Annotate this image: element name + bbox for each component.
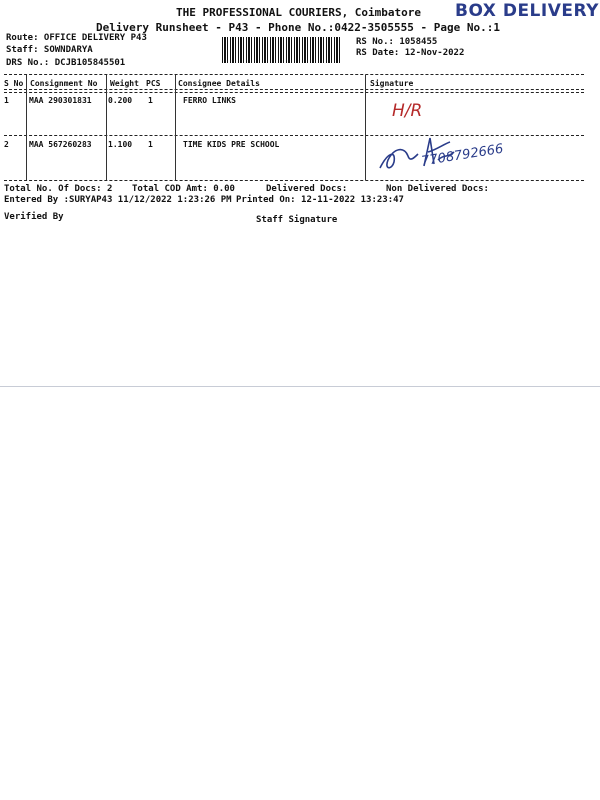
header-pcs: PCS (146, 79, 161, 88)
row2-sno: 2 (4, 140, 9, 149)
column-divider (26, 75, 27, 180)
total-docs: Total No. Of Docs: 2 (4, 184, 113, 194)
verified-by: Verified By (4, 212, 64, 222)
company-name: THE PROFESSIONAL COURIERS, Coimbatore (176, 6, 422, 19)
route-label: Route: OFFICE DELIVERY P43 (6, 33, 147, 43)
header-sno: S No (4, 79, 24, 88)
row1-weight: 0.200 (108, 96, 133, 105)
column-divider (365, 75, 366, 180)
row1-sno: 1 (4, 96, 9, 105)
table-top-rule (4, 74, 584, 75)
header-weight: Weight (110, 79, 139, 88)
header-consignment-no: Consignment No (30, 79, 98, 88)
table-header-rule-2 (4, 92, 584, 93)
barcode (222, 37, 342, 63)
row2-consignee: TIME KIDS PRE SCHOOL (183, 140, 280, 149)
row1-consignment: MAA 290301831 (29, 96, 92, 105)
column-divider (106, 75, 107, 180)
box-delivery-stamp: BOX DELIVERY (455, 1, 599, 21)
drs-number: DRS No.: DCJB105845501 (6, 58, 126, 68)
total-cod: Total COD Amt: 0.00 (132, 184, 235, 194)
row2-phone-handwritten: 7708792666 (420, 141, 505, 170)
printed-on: Printed On: 12-11-2022 13:23:47 (236, 195, 404, 205)
row1-pcs: 1 (148, 96, 153, 105)
table-header-rule (4, 89, 584, 90)
table-bottom-rule (4, 180, 584, 181)
staff-label: Staff: SOWNDARYA (6, 45, 93, 55)
row1-signature-mark: H/R (392, 101, 423, 121)
header-consignee-details: Consignee Details (178, 79, 260, 88)
row2-consignment: MAA 567260283 (29, 140, 92, 149)
entered-by: Entered By :SURYAP43 11/12/2022 1:23:26 PM (4, 195, 232, 205)
non-delivered-docs: Non Delivered Docs: (386, 184, 489, 194)
column-divider (175, 75, 176, 180)
rs-date: RS Date: 12-Nov-2022 (356, 48, 465, 58)
fold-line (0, 386, 600, 387)
rs-number: RS No.: 1058455 (356, 37, 438, 47)
header-signature: Signature (370, 79, 414, 88)
delivered-docs: Delivered Docs: (266, 184, 348, 194)
row-separator (4, 135, 584, 136)
row2-pcs: 1 (148, 140, 153, 149)
runsheet-title: Delivery Runsheet - P43 - Phone No.:0422-3505555 - Page No.:1 (96, 21, 500, 34)
row1-consignee: FERRO LINKS (183, 96, 236, 105)
staff-signature: Staff Signature (256, 215, 338, 225)
row2-weight: 1.100 (108, 140, 133, 149)
